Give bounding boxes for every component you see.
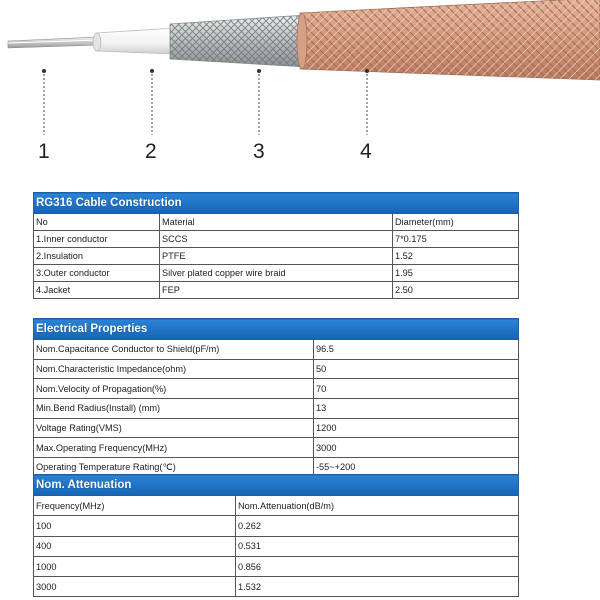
table-row — [34, 438, 519, 458]
construction-title: RG316 Cable Construction — [34, 193, 519, 214]
table-row — [34, 214, 519, 231]
attenuation-title: Nom. Attenuation — [34, 475, 519, 496]
table-cell: Nom.Capacitance Conductor to Shield(pF/m) — [34, 340, 314, 360]
header-attenuation: Nom.Attenuation(dB/m) — [236, 496, 519, 516]
table-cell: 400 — [34, 536, 236, 556]
outer-conductor-braid — [170, 15, 306, 67]
table-cell: 2.Insulation — [34, 248, 160, 265]
table-cell: Nom.Characteristic Impedance(ohm) — [34, 359, 314, 379]
table-cell: Max.Operating Frequency(MHz) — [34, 438, 314, 458]
cable-illustration — [0, 0, 600, 170]
table-cell: Silver plated copper wire braid — [160, 265, 393, 282]
table-cell: 1.Inner conductor — [34, 231, 160, 248]
table-cell: -55~+200 — [314, 458, 519, 478]
header-diameter: Diameter(mm) — [393, 214, 519, 231]
table-row — [34, 340, 519, 360]
table-row — [34, 248, 519, 265]
header-material: Material — [160, 214, 393, 231]
table-cell: 0.262 — [236, 516, 519, 536]
header-frequency: Frequency(MHz) — [34, 496, 236, 516]
table-cell: 1.95 — [393, 265, 519, 282]
construction-table — [33, 192, 519, 299]
table-cell: 1.52 — [393, 248, 519, 265]
callout-1: 1 — [38, 140, 50, 163]
table-cell: FEP — [160, 282, 393, 299]
table-cell: 0.531 — [236, 536, 519, 556]
table-cell: 70 — [314, 379, 519, 399]
insulation — [93, 28, 176, 54]
table-row — [34, 516, 519, 536]
table-cell: SCCS — [160, 231, 393, 248]
jacket — [297, 0, 600, 80]
table-row — [34, 379, 519, 399]
table-cell: Voltage Rating(VMS) — [34, 418, 314, 438]
table-row — [34, 556, 519, 576]
table-row — [34, 359, 519, 379]
table-row — [34, 536, 519, 556]
table-cell: 50 — [314, 359, 519, 379]
header-no: No — [34, 214, 160, 231]
attenuation-table — [33, 474, 519, 597]
table-cell: Operating Temperature Rating(℃) — [34, 458, 314, 478]
table-cell: 7*0.175 — [393, 231, 519, 248]
table-cell: 96.5 — [314, 340, 519, 360]
table-cell: 13 — [314, 399, 519, 419]
callout-2: 2 — [145, 140, 157, 163]
table-cell: 3.Outer conductor — [34, 265, 160, 282]
table-cell: Nom.Velocity of Propagation(%) — [34, 379, 314, 399]
table-row — [34, 265, 519, 282]
table-cell: 0.856 — [236, 556, 519, 576]
table-cell: Min.Bend Radius(Install) (mm) — [34, 399, 314, 419]
table-cell: 4.Jacket — [34, 282, 160, 299]
table-cell: 100 — [34, 516, 236, 536]
inner-conductor — [8, 37, 100, 48]
callout-4: 4 — [360, 140, 372, 163]
table-row — [34, 282, 519, 299]
callout-3: 3 — [253, 140, 265, 163]
table-cell: 1.532 — [236, 577, 519, 597]
table-row — [34, 399, 519, 419]
table-row — [34, 418, 519, 438]
electrical-title: Electrical Properties — [34, 319, 519, 340]
table-row — [34, 577, 519, 597]
table-cell: 2.50 — [393, 282, 519, 299]
table-row — [34, 231, 519, 248]
electrical-table — [33, 318, 519, 478]
table-cell: 1200 — [314, 418, 519, 438]
leader-lines — [44, 70, 367, 135]
table-cell: 3000 — [34, 577, 236, 597]
table-cell: PTFE — [160, 248, 393, 265]
table-cell: 1000 — [34, 556, 236, 576]
table-row — [34, 496, 519, 516]
table-cell: 3000 — [314, 438, 519, 458]
